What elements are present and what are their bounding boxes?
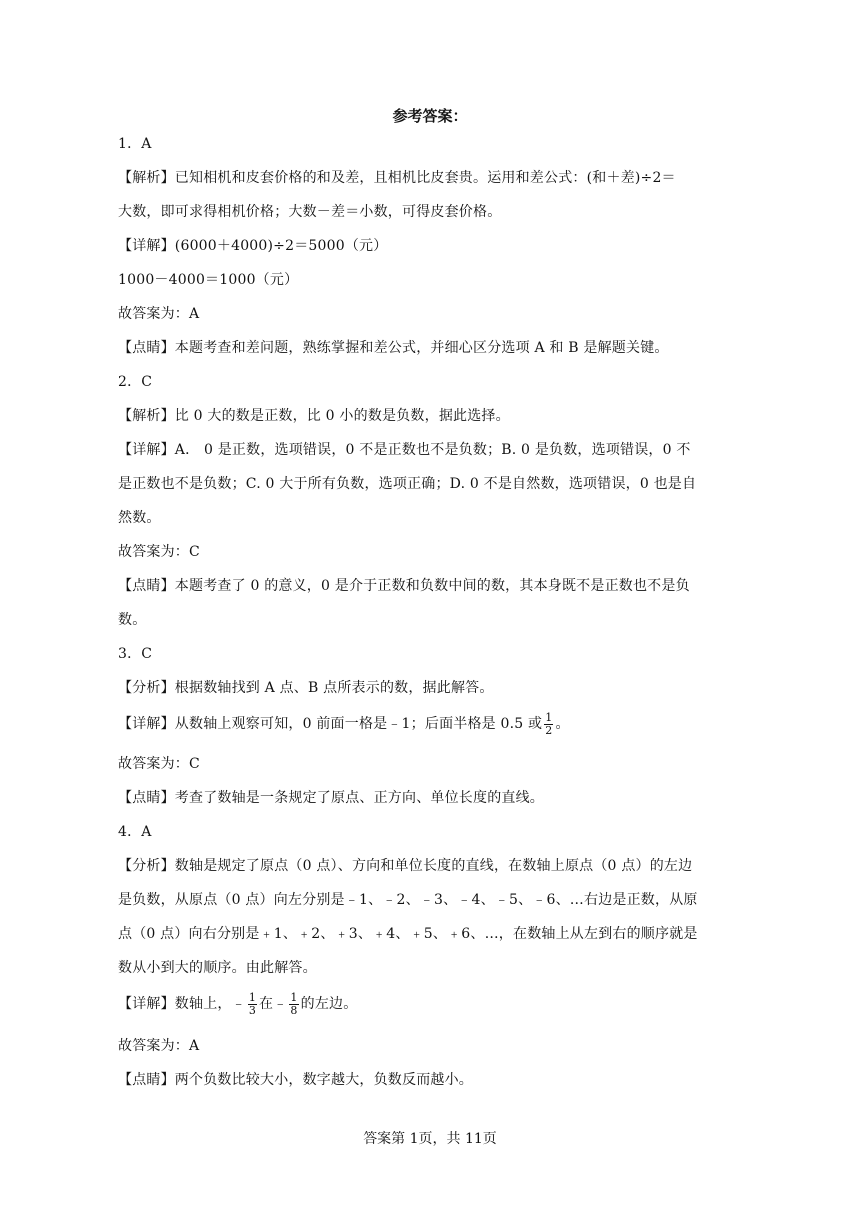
- fraction-one-half: [544, 712, 553, 737]
- q2-comment-line2: 数。: [118, 612, 147, 628]
- q1-detail-line1: 【详解】(6000＋4000)÷2＝5000（元）: [118, 238, 388, 254]
- fraction-denominator: 2: [545, 723, 553, 737]
- q2-detail-line1: 【详解】A． 0 是正数，选项错误，0 不是正数也不是负数；B. 0 是负数，选项错误，0 不: [118, 442, 691, 458]
- q4-comment: 【点睛】两个负数比较大小，数字越大，负数反而越小。: [118, 1072, 473, 1088]
- q2-analysis: 【解析】比 0 大的数是正数，比 0 小的数是负数，据此选择。: [118, 408, 510, 424]
- q4-detail-prefix: 【详解】数轴上，﹣: [118, 996, 246, 1012]
- q4-analysis-line3: 点（0 点）向右分别是﹢1、﹢2、﹢3、﹢4、﹢5、﹢6、…，在数轴上从左到右的顺序就是: [118, 926, 698, 942]
- q3-analysis: 【分析】根据数轴找到 A 点、B 点所表示的数，据此解答。: [118, 680, 494, 696]
- fraction-denominator: 3: [248, 1003, 257, 1017]
- q3-answer: 3．C: [118, 646, 153, 662]
- fraction-one-eighth: [289, 992, 298, 1017]
- q4-detail-tail: 的左边。: [300, 996, 358, 1012]
- q4-answer: 4．A: [118, 824, 152, 840]
- fraction-numerator: 1: [545, 710, 553, 724]
- q1-analysis-line2: 大数，即可求得相机价格；大数－差＝小数，可得皮套价格。: [118, 204, 502, 220]
- q2-conclusion: 故答案为：C: [118, 544, 200, 560]
- q3-comment: 【点睛】考查了数轴是一条规定了原点、正方向、单位长度的直线。: [118, 790, 544, 806]
- q2-answer: 2．C: [118, 374, 153, 390]
- q2-comment-line1: 【点睛】本题考查了 0 的意义，0 是介于正数和负数中间的数，其本身既不是正数也不是负: [118, 578, 690, 594]
- q4-analysis-line1: 【分析】数轴是规定了原点（0 点）、方向和单位长度的直线，在数轴上原点（0 点）的左边: [118, 858, 693, 874]
- q3-detail-tail: 。: [555, 716, 570, 732]
- page-footer: 答案第 1页，共 11页: [363, 1131, 497, 1147]
- q3-detail: [118, 710, 748, 738]
- fraction-numerator: 1: [248, 990, 257, 1004]
- q1-analysis-line1: 【解析】已知相机和皮套价格的和及差，且相机比皮套贵。运用和差公式：(和＋差)÷2＝: [118, 170, 676, 186]
- q1-answer: 1．A: [118, 136, 152, 152]
- q4-detail: [118, 990, 748, 1018]
- page-title: 参考答案：: [392, 107, 468, 125]
- fraction-one-third: [248, 992, 257, 1017]
- fraction-denominator: 8: [290, 1003, 298, 1017]
- q1-detail-line2: 1000－4000＝1000（元）: [118, 272, 299, 288]
- q1-comment: 【点睛】本题考查和差问题，熟练掌握和差公式，并细心区分选项 A 和 B 是解题关键。: [118, 340, 669, 356]
- q4-detail-mid: 在﹣: [259, 996, 288, 1012]
- q2-detail-line2: 是正数也不是负数；C. 0 大于所有负数，选项正确；D. 0 不是自然数，选项错误，0 也是自: [118, 476, 697, 492]
- q3-conclusion: 故答案为：C: [118, 756, 200, 772]
- q4-conclusion: 故答案为：A: [118, 1038, 200, 1054]
- q1-conclusion: 故答案为：A: [118, 306, 200, 322]
- q4-analysis-line4: 数从小到大的顺序。由此解答。: [118, 960, 317, 976]
- q2-detail-line3: 然数。: [118, 510, 161, 526]
- q4-analysis-line2: 是负数，从原点（0 点）向左分别是﹣1、﹣2、﹣3、﹣4、﹣5、﹣6、…右边是正数，从原: [118, 892, 698, 908]
- q3-detail-text: 【详解】从数轴上观察可知，0 前面一格是﹣1；后面半格是 0.5 或: [118, 716, 543, 732]
- fraction-numerator: 1: [290, 990, 298, 1004]
